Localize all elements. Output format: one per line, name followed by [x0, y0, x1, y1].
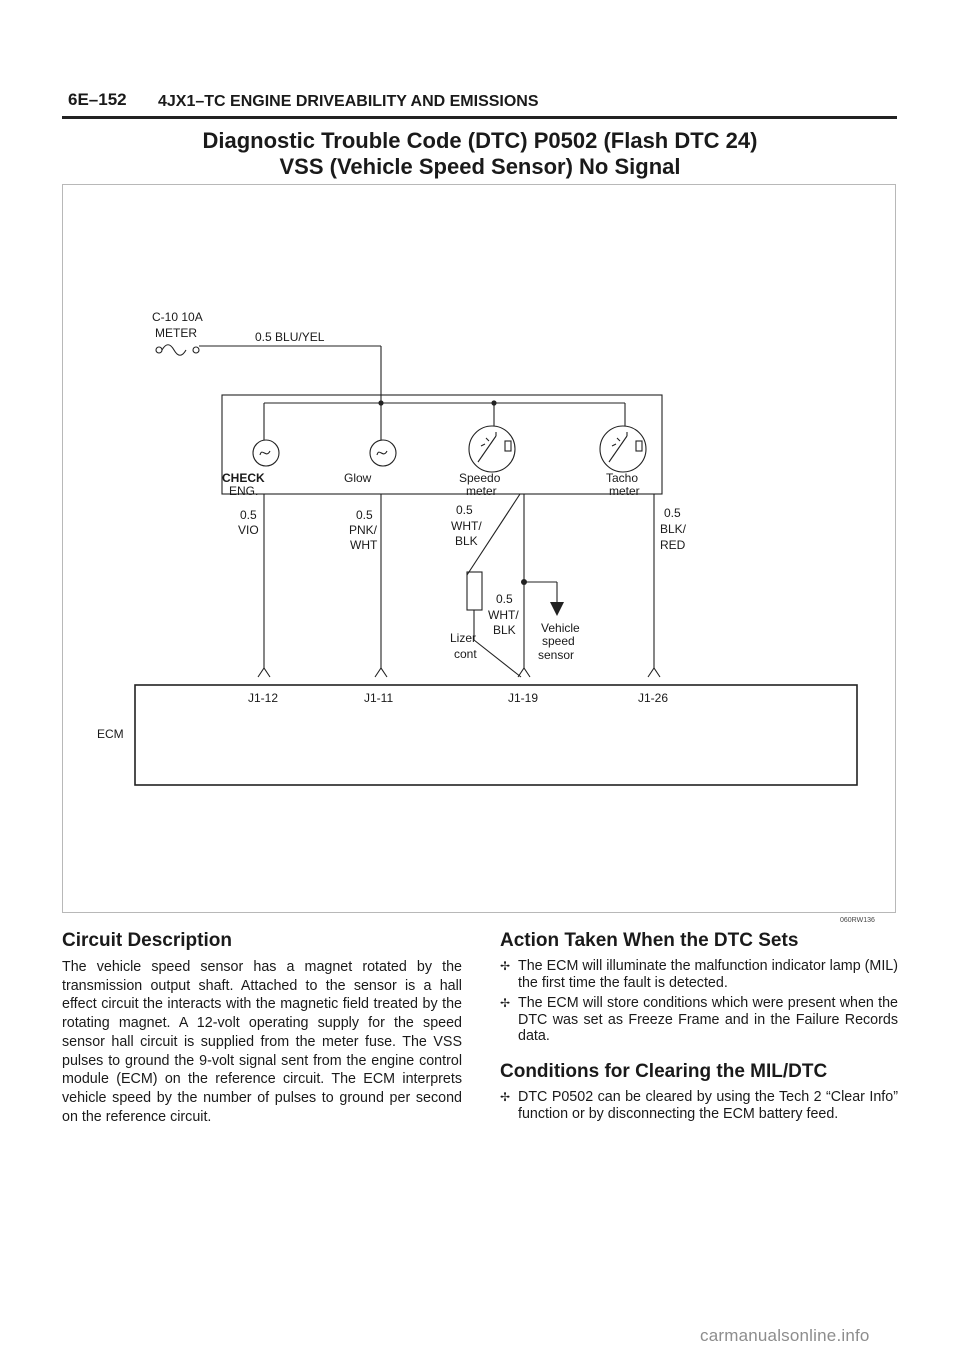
- check-engine-label: CHECK: [222, 471, 265, 485]
- wire-blk-color-2: RED: [660, 538, 686, 552]
- vss-label: Vehicle: [541, 621, 580, 635]
- speedometer-icon: [469, 426, 515, 472]
- fuse-label: C-10 10A: [152, 310, 203, 324]
- pin-label: J1-11: [364, 691, 394, 705]
- circuit-description-section: [62, 930, 462, 1126]
- pin-label: J1-26: [638, 691, 669, 705]
- wire-wht1-color-2: BLK: [455, 534, 478, 548]
- wire-wht2-gauge: 0.5: [496, 592, 513, 606]
- ground-arrow-icon: [550, 602, 564, 616]
- circuit-description-text: The vehicle speed sensor has a magnet rotated by the transmission output shaft. Attached to the sensor is a hall effect circuit the interacts with the magnetic field treated by the rotating magnet. A 12-volt operating supply for the speed sensor hall circuit is supplied from the meter fuse. The VSS pulses to ground the 9-volt signal sent from the engine control module (ECM) on the reference circuit. The ECM interprets vehicle speed by the number of pulses to ground per second on the reference circuit.: [62, 959, 462, 1125]
- bullet-icon: ✢: [500, 996, 511, 1011]
- vss-label-2: speed: [542, 634, 575, 648]
- ecm-box: [135, 685, 857, 785]
- glow-label: Glow: [344, 471, 372, 485]
- wire-blk-color: BLK/: [660, 522, 687, 536]
- wire-wht2-color-2: BLK: [493, 623, 516, 637]
- speedo-label: Speedo: [459, 471, 501, 485]
- page-title-line-2: VSS (Vehicle Speed Sensor) No Signal: [279, 154, 681, 179]
- wire-pnk-gauge: 0.5: [356, 508, 373, 522]
- conditions-clearing-heading: Conditions for Clearing the MIL/DTC: [500, 1060, 828, 1082]
- glow-lamp-icon: [370, 440, 396, 466]
- speedo-label-2: meter: [466, 484, 497, 498]
- wire-pnk-color: PNK/: [349, 523, 378, 537]
- lizer-label: Lizer: [450, 631, 477, 645]
- lizer-label-2: cont: [454, 647, 477, 661]
- page-title-line-1: Diagnostic Trouble Code (DTC) P0502 (Flash DTC 24): [202, 128, 758, 153]
- figure-code: 060RW136: [840, 917, 875, 924]
- check-engine-label-2: ENG.: [229, 484, 259, 498]
- vss-label-3: sensor: [538, 648, 575, 662]
- tacho-label: Tacho: [606, 471, 639, 485]
- tacho-label-2: meter: [609, 484, 640, 498]
- page-number: 6E–152: [68, 90, 127, 109]
- tachometer-icon: [600, 426, 646, 472]
- circuit-description-heading: Circuit Description: [62, 930, 232, 951]
- ecm-label: ECM: [97, 727, 124, 741]
- list-item: ✢ The ECM will store conditions which were present when the DTC was set as Freeze Frame and in the Failure Records data.: [500, 995, 898, 1045]
- list-item: ✢ DTC P0502 can be cleared by using the Tech 2 “Clear Info” function or by disconnecting the ECM battery feed.: [500, 1088, 898, 1122]
- action-taken-heading: Action Taken When the DTC Sets: [500, 930, 799, 951]
- pin-label: J1-19: [508, 691, 539, 705]
- fuse-label-meter: METER: [155, 326, 197, 340]
- dtc-actions-section: [500, 930, 898, 1126]
- wire-wht1-gauge: 0.5: [456, 503, 473, 517]
- watermark: carmanualsonline.info: [700, 1326, 870, 1345]
- list-item: ✢ The ECM will illuminate the malfunction indicator lamp (MIL) the first time the fault is detected.: [500, 958, 898, 991]
- section-header: 4JX1–TC ENGINE DRIVEABILITY AND EMISSIONS: [158, 93, 539, 110]
- bullet-icon: ✢: [500, 959, 511, 973]
- bullet-icon: ✢: [500, 1089, 511, 1104]
- pin-label: J1-12: [248, 691, 279, 705]
- wire-vio-gauge: 0.5: [240, 508, 257, 522]
- wire-vio-color: VIO: [238, 523, 259, 537]
- wire-pnk-color-2: WHT: [350, 538, 378, 552]
- wire-wht1-color: WHT/: [451, 519, 482, 533]
- wire-blk-gauge: 0.5: [664, 506, 681, 520]
- supply-wire-label: 0.5 BLU/YEL: [255, 330, 325, 344]
- meter-cluster-box: [222, 395, 662, 494]
- wire-wht2-color: WHT/: [488, 608, 519, 622]
- fuse-icon: [156, 345, 199, 356]
- check-engine-lamp-icon: [253, 440, 279, 466]
- lizer-resistor: [467, 572, 482, 610]
